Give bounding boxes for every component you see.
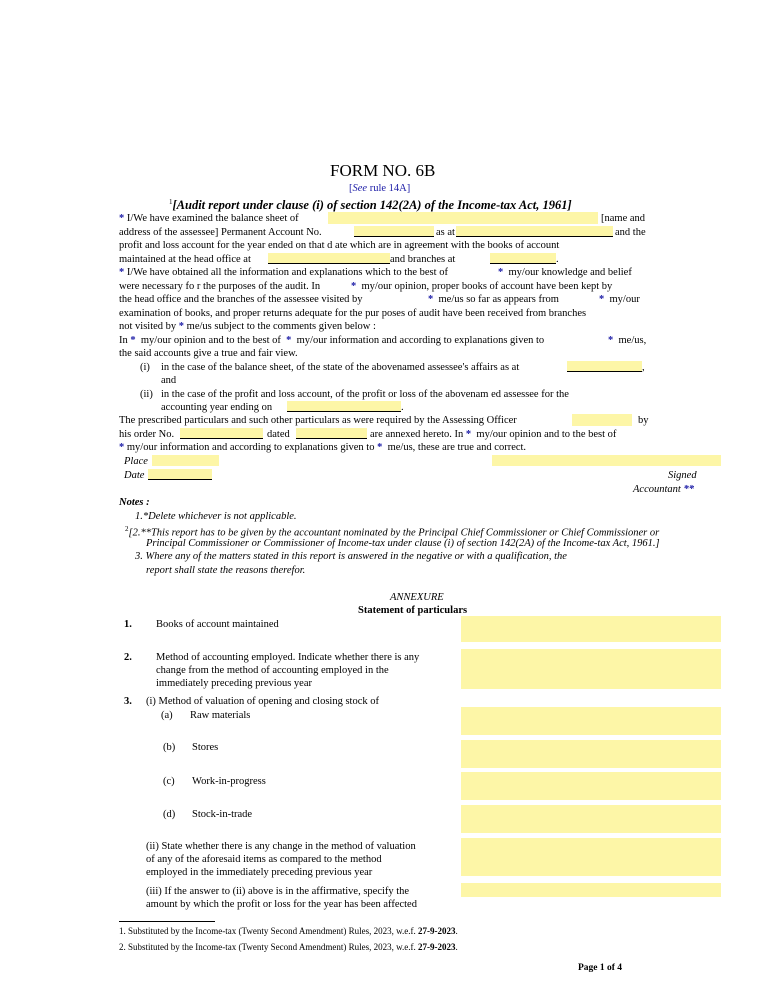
q3-iii-line1: (iii) If the answer to (ii) above is in the affirmative, specify the xyxy=(146,886,410,897)
signature-field[interactable] xyxy=(492,455,721,466)
p1-line1 xyxy=(119,212,299,225)
note-3-line1: 3. Where any of the matters stated in this report is answered in the negative or with a qualification, the xyxy=(135,551,567,562)
annexure-title: ANNEXURE xyxy=(390,592,444,603)
footnote-1 xyxy=(119,925,458,938)
and-text: and xyxy=(161,375,177,386)
order-no-field[interactable] xyxy=(180,428,263,439)
item-i-text: in the case of the balance sheet, of the state of the abovenamed assessee's affairs as at xyxy=(161,362,520,373)
item-ii-period: . xyxy=(401,402,404,413)
date-label: Date xyxy=(124,470,145,481)
p3-line1d xyxy=(608,334,646,347)
asterisk: * xyxy=(119,213,125,224)
p3-line1 xyxy=(119,334,544,347)
accountant-text: Accountant xyxy=(633,484,681,495)
form-heading xyxy=(169,196,572,212)
q3-ii-answer-field[interactable] xyxy=(461,838,721,876)
q3-c-label: (c) xyxy=(163,776,175,787)
q3-number: 3. xyxy=(124,696,132,707)
p2-line3: the head office and the branches of the assessee visited by xyxy=(119,294,363,305)
p4-line2: his order No. xyxy=(119,429,175,440)
footnote-date: 27-9-2023 xyxy=(417,926,456,936)
q2-answer-field[interactable] xyxy=(461,649,721,689)
p3-text: my/our information and according to explanations given to xyxy=(296,335,545,346)
stock-in-trade-field[interactable] xyxy=(461,805,721,833)
p3-line2: the said accounts give a true and fair view. xyxy=(119,348,298,359)
q3-d-text: Stock-in-trade xyxy=(192,809,253,820)
see-text: See xyxy=(352,183,368,194)
p2-line5 xyxy=(119,320,376,333)
q3-iii-line2: amount by which the profit or loss for the year has been affected xyxy=(146,899,417,910)
item-ii-text: in the case of the profit and loss account, of the profit or loss of the abovenam ed assessee for the xyxy=(161,389,569,400)
q3-b-label: (b) xyxy=(163,742,176,753)
p4-line2c xyxy=(370,428,616,441)
p2-text: I/We have obtained all the information and explanations which to the best of xyxy=(126,267,448,278)
p2-line3c xyxy=(599,293,640,306)
signed-label: Signed xyxy=(668,470,697,481)
item-ii-label: (ii) xyxy=(140,389,153,400)
p4-text: me/us, these are true and correct. xyxy=(387,442,527,453)
q1-number: 1. xyxy=(124,619,132,630)
form-title: FORM NO. 6B xyxy=(330,161,436,180)
asterisk: * xyxy=(465,429,472,440)
accounting-year-field[interactable] xyxy=(287,401,401,412)
p2-text: my/our knowledge and belief xyxy=(508,267,632,278)
item-ii-line2: accounting year ending on xyxy=(161,402,273,413)
date-field[interactable] xyxy=(148,469,212,480)
q3-d-label: (d) xyxy=(163,809,176,820)
footnote-date: 27-9-2023 xyxy=(417,942,456,952)
q1-text: Books of account maintained xyxy=(156,619,279,630)
q2-line2: change from the method of accounting employed in the xyxy=(156,665,389,676)
note-3-line2: report shall state the reasons therefor. xyxy=(146,565,306,576)
q3-ii-line3: employed in the immediately preceding previous year xyxy=(146,867,373,878)
branches-field[interactable] xyxy=(490,253,556,264)
asterisk: * xyxy=(119,442,125,453)
p1-line3: profit and loss account for the year ended on that d ate which are in agreement with the books of account xyxy=(119,240,560,251)
item-i-comma: , xyxy=(642,362,645,373)
footnote-2 xyxy=(119,941,458,954)
state-as-at-field[interactable] xyxy=(567,361,642,372)
p4-text: my/our opinion and to the best of xyxy=(476,429,617,440)
asterisk: * xyxy=(286,335,292,346)
p1-text: I/We have examined the balance sheet of xyxy=(126,213,299,224)
annexure-subtitle: Statement of particulars xyxy=(358,605,468,616)
order-date-field[interactable] xyxy=(296,428,367,439)
q3-ii-line1: (ii) State whether there is any change in the method of valuation xyxy=(146,841,416,852)
p2-text: me/us so far as appears from xyxy=(438,294,559,305)
see-rule[interactable]: [See rule 14A] xyxy=(349,183,411,194)
note-2-line2: Principal Commissioner or Commissioner of Income-tax under clause (i) of section 142(2A) of the Income-tax Act, 1961.] xyxy=(146,538,660,549)
q2-line3: immediately preceding previous year xyxy=(156,678,312,689)
q3-text: (i) Method of valuation of opening and closing stock of xyxy=(146,696,379,707)
asterisk: * xyxy=(599,294,605,305)
accountant-label xyxy=(633,483,694,496)
p2-text: not visited by xyxy=(119,321,177,332)
heading-text: [Audit report under clause (i) of section 142(2A) of the Income-tax Act, 1961] xyxy=(172,198,572,213)
p2-text: my/our opinion, proper books of account have been kept by xyxy=(361,281,613,292)
p2-line2b xyxy=(351,280,612,293)
note-2-footnote-ref: 2 xyxy=(125,525,129,533)
note-2-text: [2.**This report has to be given by the accountant nominated by the Principal Chief Commissioner or Chief Commissioner or xyxy=(128,527,660,539)
p1-period: . xyxy=(556,254,559,265)
head-office-field[interactable] xyxy=(268,253,390,264)
p2-line3b xyxy=(428,293,559,306)
place-label: Place xyxy=(124,456,148,467)
q2-number: 2. xyxy=(124,652,132,663)
p3-text: my/our opinion and to the best of xyxy=(140,335,281,346)
p1-and-the: and the xyxy=(615,227,646,238)
q1-answer-field[interactable] xyxy=(461,616,721,642)
p2-line1b xyxy=(498,266,632,279)
footnote-divider xyxy=(119,921,215,922)
p3-text: me/us, xyxy=(618,335,647,346)
notes-heading: Notes : xyxy=(119,497,150,508)
p2-line1 xyxy=(119,266,448,279)
note-1: 1.*Delete whichever is not applicable. xyxy=(135,511,297,522)
place-field[interactable] xyxy=(152,455,219,466)
footnote-text: 2. Substituted by the Income-tax (Twenty Second Amendment) Rules, 2023, w.e.f. xyxy=(119,942,416,952)
p4-line1: The prescribed particulars and such other particulars as were required by the Assessing Officer xyxy=(119,415,517,426)
p1-line2 xyxy=(119,226,322,239)
asterisk: * xyxy=(130,335,136,346)
p2-line2: were necessary fo r the purposes of the audit. In xyxy=(119,281,321,292)
p4-text: my/our information and according to explanations given to xyxy=(126,442,375,453)
raw-materials-field[interactable] xyxy=(461,707,721,735)
asterisk: * xyxy=(498,267,504,278)
asterisk: * xyxy=(351,281,357,292)
p4-text: are annexed hereto. In xyxy=(370,429,464,440)
p2-text: my/our xyxy=(609,294,640,305)
p2-line4: examination of books, and proper returns adequate for the pur poses of audit have been received from branches xyxy=(119,308,587,319)
asterisk: * xyxy=(377,442,383,453)
work-in-progress-field[interactable] xyxy=(461,772,721,800)
pan-field[interactable] xyxy=(354,226,434,237)
page-number: Page 1 of 4 xyxy=(578,963,623,973)
q3-a-label: (a) xyxy=(161,710,173,721)
asterisk: * xyxy=(119,267,125,278)
p4-line3 xyxy=(119,441,526,454)
footnote-text: 1. Substituted by the Income-tax (Twenty Second Amendment) Rules, 2023, w.e.f. xyxy=(119,926,416,936)
p1-as-at: as at xyxy=(436,227,455,238)
assessing-officer-field[interactable] xyxy=(572,414,632,426)
asterisk: * xyxy=(428,294,434,305)
asterisk: * xyxy=(178,321,185,332)
p1-name-label: [name and xyxy=(601,213,646,224)
p4-dated: dated xyxy=(267,429,290,440)
double-asterisk: ** xyxy=(683,484,694,495)
p2-text: me/us subject to the comments given below : xyxy=(186,321,376,332)
footnote-period: . xyxy=(455,926,458,936)
q3-c-text: Work-in-progress xyxy=(192,776,266,787)
q3-a-text: Raw materials xyxy=(190,710,251,721)
q3-iii-answer-field[interactable] xyxy=(461,883,721,897)
p1-branches-at: and branches at xyxy=(390,254,456,265)
q3-ii-line2: of any of the aforesaid items as compared to the method xyxy=(146,854,382,865)
item-i-label: (i) xyxy=(140,362,150,373)
asterisk: * xyxy=(608,335,614,346)
p3-text: In xyxy=(119,335,128,346)
p4-by: by xyxy=(638,415,649,426)
heading-footnote-ref: 1 xyxy=(169,198,173,206)
footnote-period: . xyxy=(455,942,458,952)
q3-b-text: Stores xyxy=(192,742,219,753)
p1-line4: maintained at the head office at xyxy=(119,254,251,265)
p1-text: address of the assessee] Permanent Account No. xyxy=(119,227,322,238)
assessee-name-field[interactable] xyxy=(328,212,598,224)
stores-field[interactable] xyxy=(461,740,721,768)
q2-line1: Method of accounting employed. Indicate whether there is any xyxy=(156,652,420,663)
rule-link[interactable]: rule 14A xyxy=(369,183,407,194)
balance-sheet-date-field[interactable] xyxy=(456,226,613,237)
